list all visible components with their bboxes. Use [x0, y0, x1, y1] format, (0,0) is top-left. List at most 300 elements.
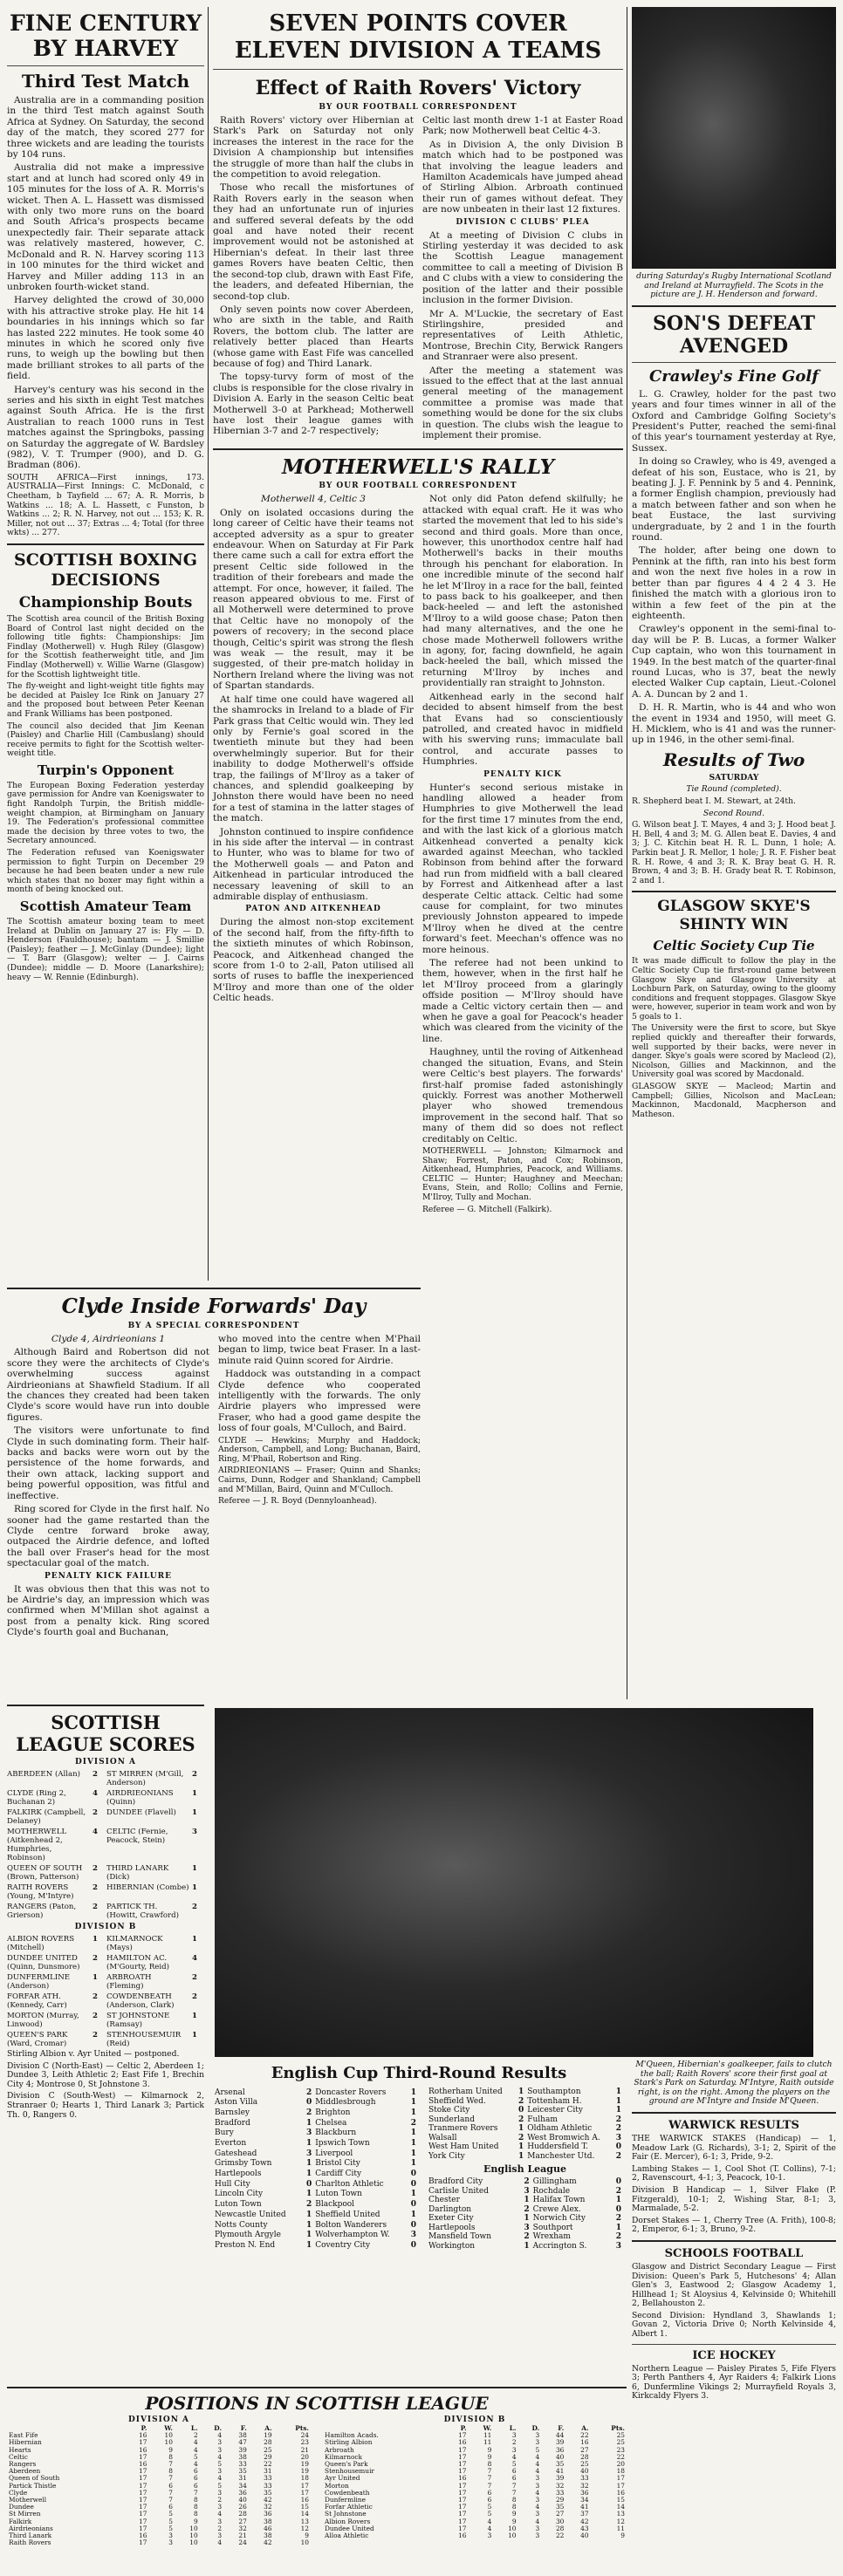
home-score: 4 [93, 1789, 98, 1798]
raith-hibernian-photo [215, 1708, 813, 2057]
stat: 4 [535, 2503, 540, 2511]
stat: 16 [300, 2496, 309, 2504]
stat: 2 [194, 2431, 198, 2440]
stat: 46 [264, 2524, 272, 2532]
home-score: 3 [524, 2223, 530, 2232]
score-row [7, 1935, 204, 1952]
away-score: 0 [410, 2169, 416, 2179]
stat: 36 [264, 2510, 272, 2518]
home-score: 2 [524, 2177, 530, 2186]
home-team: Aston Villa [215, 2098, 258, 2108]
stat: 17 [139, 2452, 147, 2461]
home-score: 2 [517, 2115, 524, 2124]
home-team: FORFAR ATH. (Kennedy, Carr) [7, 1992, 67, 2010]
away-score: 0 [615, 2204, 621, 2214]
home-score: 2 [305, 2108, 312, 2117]
home-score: 1 [305, 2118, 312, 2128]
col-head: D. [214, 2424, 223, 2432]
away-team: Southport [532, 2223, 573, 2232]
penalty-para: Hunter's second serious mistake in handling allowed a header from Humphries to give Motherwell the lead for the first time 17 minutes from the end, and with the last kick of a glorious match Aitkenhead converted a penalty kick awarded against Meechan, who tackled Robinson from behind after the forward had run from midfield with a ball cleared by Forrest and Aitkenhead after a last desperate Celtic attack. Celtic had some cause for complaint, for two minutes previously Johnston appeared to impede M'Ilroy when he dived at the centre forward's feet. Meechan's offence was no more heinous. [422, 782, 623, 955]
result-row [427, 2152, 623, 2162]
stat: 6 [511, 2474, 517, 2483]
english-cup-right [427, 2087, 623, 2251]
cclubs-para: At a meeting of Division C clubs in Stirling yesterday it was decided to ask the Scottish League management committee to call a meeting of Division B and C clubs with a view to considering the position of the latter and their possible inclusion in the former Division. [422, 229, 623, 306]
team-name: Clyde [9, 2488, 28, 2497]
column-left [7, 7, 204, 1315]
stat: 16 [458, 2438, 467, 2447]
away-team: Halifax Town [532, 2196, 586, 2204]
stat: 8 [194, 2496, 198, 2504]
away-team: Bristol City [315, 2159, 360, 2169]
stat: 33 [580, 2474, 589, 2483]
stat: 35 [555, 2460, 565, 2469]
result-row [427, 2242, 623, 2251]
result-row [427, 2124, 623, 2134]
clyde-byline: BY A SPECIAL CORRESPONDENT [127, 1322, 300, 1330]
home-team: Gateshead [215, 2149, 257, 2158]
home-score: 4 [93, 1828, 98, 1836]
home-score: 2 [305, 2200, 312, 2210]
away-score: 2 [615, 2232, 621, 2241]
home-team: Grimsby Town [215, 2159, 272, 2169]
stat: 10 [508, 2524, 517, 2532]
stat: 17 [300, 2481, 309, 2490]
results-line: G. Wilson beat J. T. Mayes, 4 and 3; J. Hood beat J. H. Bell, 4 and 3; M. G. Allen beat E. Davies, 4 and 3; J. C. Kitchin beat H. R. L. Dunn, 1 hole; A. Parkin beat J. R. Mellor, 1 hole; J. R. F. Fisher beat R. H. Rowe, 4 and 3; R. K. Bray beat G. H. R. Brown, 4 and 3; B. H. Grady beat R. T. Robinson, 2 and 1. [632, 820, 836, 885]
schools-line: Second Division: Hyndland 3, Shawlands 1; Govan 2, Victoria Drive 0; North Kelvinside 4, Albert 1. [632, 2310, 836, 2340]
turpin-subhead: Turpin's Opponent [37, 762, 175, 778]
away-score: 3 [615, 2241, 621, 2251]
home-team: Stoke City [428, 2106, 470, 2115]
stat: 3 [217, 2488, 223, 2497]
team-name: Rangers [9, 2460, 37, 2469]
column-right [632, 272, 836, 1703]
away-team: Rochdale [532, 2186, 571, 2196]
result-row [427, 2177, 623, 2187]
clyde-article [7, 1282, 421, 1692]
home-team: QUEEN'S PARK (Ward, Cromar) [7, 2031, 68, 2048]
home-score: 1 [305, 2190, 312, 2199]
home-team: Darlington [428, 2204, 472, 2214]
result-row [213, 2098, 418, 2108]
amateur-para: The Scottish amateur boxing team to meet Ireland at Dublin on January 27 is: Fly — D. Henderson (Fauldhouse); bantam — J. Smillie (Paisley); feather — J. McGinlay (Dundee); light — T. Barr (Glasgow); welter — J. Cairns (Dundee); middle — D. Moore (Lanarkshire); heavy — W. Rennie (Edinburgh). [7, 917, 204, 982]
stat: 14 [300, 2510, 309, 2518]
away-score: 1 [410, 2108, 416, 2117]
raith-photo-caption: M'Queen, Hibernian's goalkeeper, fails to clutch the ball; Raith Rovers' score their first goal at Stark's Park on Saturday. M'Intyre, Raith outside right, is on the right. Among the players on the ground are M'Intyre and Inside M'Queen. [634, 2060, 834, 2107]
raith-para: As in Division A, the only Division B match which had to be postponed was that involving the league leaders and Hamilton Academicals have jumped ahead of Stirling Albion. Arbroath continued their run of games without defeat. They are now unbeaten in their last 12 fixtures. [422, 139, 623, 215]
away-team: Tottenham H. [527, 2096, 582, 2106]
stat: 33 [264, 2481, 272, 2490]
stat: 17 [139, 2503, 147, 2511]
away-score: 0 [410, 2220, 416, 2230]
home-team: Everton [215, 2139, 247, 2149]
clyde-headline: Clyde Inside Forwards' Day [61, 1295, 367, 1318]
raith-col-b [422, 115, 623, 443]
away-team: Accrington S. [532, 2241, 587, 2251]
shinty-headline: GLASGOW SKYE'S SHINTY WIN [657, 898, 811, 934]
home-team: York City [428, 2151, 465, 2161]
col-head: W. [164, 2424, 173, 2432]
team-name: Third Lanark [9, 2532, 52, 2540]
result-row [427, 2087, 623, 2097]
away-team: Fulham [527, 2115, 558, 2124]
seven-points-headline: SEVEN POINTS COVER ELEVEN DIVISION A TEAMS [234, 10, 602, 64]
stat: 38 [264, 2517, 272, 2525]
home-score: 2 [93, 2031, 98, 2040]
stat: 9 [511, 2510, 517, 2518]
paton-para: During the almost non-stop excitement of the second half, from the fifty-fifth to the sixtieth minutes of which Robinson, Peacock, and Aitkenhead changed the score from 1-0 to 2-all, Paton utilised all sorts of ruses to baffle the inexperienced M'Ilroy and more than one of the older Celtic heads. [213, 917, 414, 1004]
col-head: P. [140, 2424, 147, 2432]
stat: 35 [238, 2467, 247, 2476]
stat: 6 [194, 2467, 198, 2476]
positions-division-a [7, 2415, 311, 2546]
home-team: MORTON (Murray, Linwood) [7, 2012, 79, 2029]
team-name: Kilmarnock [325, 2452, 363, 2461]
stat: 10 [508, 2532, 517, 2540]
team-name: Aberdeen [9, 2467, 41, 2476]
penalty-para: The referee had not been unkind to them, however, when in the first half he let M'Ilroy proceed from a glaringly offside position — M'Ilroy should have made a Celtic victory certain then — and when he gave a goal for Peacock's header which was cleared from the vicinity of the line. [422, 958, 623, 1044]
result-row [213, 2087, 418, 2098]
stat: 32 [555, 2481, 565, 2490]
result-row [427, 2205, 623, 2215]
away-score: 1 [410, 2098, 416, 2108]
stat: 18 [300, 2474, 309, 2483]
stat: 4 [194, 2438, 198, 2447]
stat: 5 [535, 2445, 540, 2454]
stat: 12 [616, 2517, 625, 2525]
score-row [7, 1828, 204, 1862]
home-score: 1 [305, 2240, 312, 2250]
stat: 30 [555, 2517, 565, 2525]
stat: 3 [217, 2503, 223, 2511]
away-score: 4 [192, 1954, 197, 1963]
stat: 4 [217, 2510, 223, 2518]
team-name: Airdrieonians [9, 2524, 53, 2532]
rugby-caption: during Saturday's Rugby International Scotland and Ireland at Murrayfield. The Scots in the picture are J. H. Henderson and forward. [636, 271, 832, 300]
away-team: ARBROATH (Fleming) [106, 1973, 152, 1991]
home-team: Hartlepools [428, 2223, 476, 2232]
stat: 17 [458, 2488, 467, 2497]
away-score: 1 [615, 2087, 621, 2096]
col-head: D. [531, 2424, 540, 2432]
home-score: 3 [305, 2128, 312, 2138]
stat: 36 [580, 2488, 589, 2497]
stat: 4 [535, 2517, 540, 2525]
english-league-results [427, 2177, 623, 2251]
stat: 28 [555, 2524, 565, 2532]
home-team: Mansfield Town [428, 2232, 492, 2241]
stat: 7 [168, 2488, 173, 2497]
home-score: 2 [524, 2232, 530, 2241]
shinty-para: The University were the first to score, but Skye replied quickly and thereafter their forwards, well supported by their backs, were never in danger. Skye's goals were scored by Macleod (2), Nicolson, Gillies and Mackinnon, and the University goal was scored by Macdonald. [632, 1023, 836, 1080]
stat: 4 [194, 2460, 198, 2469]
positions-a-label: DIVISION A [127, 2415, 190, 2424]
col-head: P. [460, 2424, 467, 2432]
stat: 10 [189, 2532, 198, 2540]
clyde-col-b [218, 1334, 421, 1641]
stat: 33 [264, 2474, 272, 2483]
century-para: Harvey's century was his second in the series and his sixth in eight Test matches against South Africa. He is the first Australian to reach 1000 runs in Test matches against the Springboks, passing on Saturday the aggregate of W. Bardsley (982), V. T. Trumper (900), and D. G. Bradman (806). [7, 384, 204, 471]
schools-headline: SCHOOLS FOOTBALL [664, 2246, 804, 2260]
home-score: 1 [524, 2196, 530, 2204]
away-score: 1 [410, 2210, 416, 2219]
stat: 3 [217, 2467, 223, 2476]
stat: 18 [616, 2467, 625, 2476]
away-team: Charlton Athletic [315, 2179, 384, 2189]
stat: 17 [458, 2445, 467, 2454]
mw-teams: MOTHERWELL — Johnston; Kilmarnock and Shaw; Forrest, Paton, and Cox; Robinson, Aitkenhead, Humphries, Peacock, and Williams. CELTIC — Hunter; Haughney and Meechan; Evans, Stein, and Rollo; Collins and Fernie, M'Ilroy, Tully and Mochan. [422, 1145, 623, 1202]
stat: 14 [616, 2503, 625, 2511]
rugby-photo [632, 7, 836, 269]
results-line: SATURDAY [709, 772, 759, 782]
stat: 4 [487, 2517, 492, 2525]
third-test-subhead: Third Test Match [21, 71, 190, 92]
stat: 10 [189, 2524, 198, 2532]
raith-para: Only seven points now cover Aberdeen, who are sixth in the table, and Raith Rovers, the bottom club. The latter are relatively better placed than Hearts (whose game with East Fife was cancelled because of fog) and Third Lanark. [213, 304, 414, 369]
stat: 3 [535, 2438, 540, 2447]
away-score: 1 [410, 2139, 416, 2149]
away-team: THIRD LANARK (Dick) [106, 1864, 169, 1882]
home-score: 1 [517, 2151, 524, 2161]
result-row [213, 2159, 418, 2169]
stat: 15 [300, 2503, 309, 2511]
team-name: East Fife [9, 2431, 38, 2440]
home-score: 2 [93, 1808, 98, 1817]
stat: 3 [217, 2532, 223, 2540]
result-row [213, 2179, 418, 2190]
team-name: Stenhousemuir [325, 2467, 374, 2476]
stat: 22 [555, 2532, 565, 2540]
raith-para: The topsy-turvy form of most of the clubs is responsible for the close rivalry in Division A. Early in the season Celtic beat Motherwell 3-0 at Parkhead; Motherwell have lost their league games with Hibernian 3-7 and 2-7 respectively; [213, 372, 414, 437]
crawley-para: The holder, after being one down to Pennink at the fifth, ran into his best form and won the next five holes in a row in better than par figures 4 4 2 4 3. He finished the match with a glorious iron to within a few feet of the pin at the eighteenth. [632, 545, 836, 621]
sons-defeat-headline: SON'S DEFEAT AVENGED [653, 311, 815, 358]
stat: 23 [616, 2445, 625, 2454]
team-name: Hibernian [9, 2438, 42, 2447]
raith-col-a [213, 115, 414, 443]
stat: 10 [164, 2431, 173, 2440]
stat: 42 [580, 2517, 589, 2525]
stat: 5 [511, 2460, 517, 2469]
away-team: Norwich City [532, 2214, 586, 2223]
home-score: 1 [93, 1935, 98, 1944]
scores-division-a [7, 1770, 204, 1920]
away-team: Leicester City [527, 2106, 583, 2115]
home-team: Notts County [215, 2220, 268, 2230]
stat: 6 [511, 2467, 517, 2476]
home-score: 1 [305, 2210, 312, 2219]
stat: 16 [139, 2445, 147, 2454]
home-score: 0 [305, 2098, 312, 2108]
stat: 7 [511, 2488, 517, 2497]
team-name: Celtic [9, 2452, 28, 2461]
warwick-line: Division B Handicap — 1, Silver Flake (P. Fitzgerald), 10-1; 2, Wishing Star, 8-1; 3, Marmalade, 5-2. [632, 2184, 836, 2214]
stat: 15 [616, 2496, 625, 2504]
stat: 40 [238, 2496, 247, 2504]
century-para: Harvey delighted the crowd of 30,000 with his attractive stroke play. He hit 14 boundaries in his innings which so far has lasted 222 minutes. He took some 40 minutes in which he scored only five runs, to weigh up the bowling but then made brilliant strokes to all parts of the field. [7, 295, 204, 382]
stat: 11 [616, 2524, 625, 2532]
results-line: Tie Round (completed). [686, 784, 782, 795]
away-team: Coventry City [315, 2240, 371, 2250]
result-row [213, 2190, 418, 2200]
col-head: L. [190, 2424, 198, 2432]
paton-subhead: PATON AND AITKENHEAD [245, 905, 381, 914]
stat: 16 [616, 2488, 625, 2497]
stat: 28 [264, 2438, 272, 2447]
stat: 17 [458, 2460, 467, 2469]
score-row [7, 2031, 204, 2048]
stat: 4 [535, 2452, 540, 2461]
home-score: 3 [305, 2149, 312, 2158]
away-score: 2 [192, 1903, 197, 1911]
away-score: 0 [410, 2240, 416, 2250]
result-row [427, 2224, 623, 2233]
home-score: 2 [93, 1954, 98, 1963]
stat: 3 [217, 2438, 223, 2447]
away-score: 1 [615, 2223, 621, 2232]
stat: 4 [511, 2452, 517, 2461]
results-line: R. Shepherd beat I. M. Stewart, at 24th. [632, 796, 796, 806]
byline: BY OUR FOOTBALL CORRESPONDENT [319, 103, 517, 112]
stat: 16 [458, 2474, 467, 2483]
home-score: 1 [305, 2231, 312, 2240]
clyde-penalty: It was obvious then that this was not to be Airdrie's day, an impression which was confirmed when M'Millan shot against a post from a penalty kick. Ring scored Clyde's fourth goal and Buchanan, [7, 1583, 209, 1638]
result-row [427, 2142, 623, 2152]
stat: 22 [580, 2431, 589, 2440]
clyde-col-a [7, 1334, 209, 1641]
away-team: Doncaster Rovers [315, 2087, 387, 2097]
team-name: Dundee United [325, 2524, 374, 2532]
stat: 5 [217, 2460, 223, 2469]
away-team: Bolton Wanderers [315, 2220, 387, 2230]
stat: 7 [487, 2481, 492, 2490]
stat: 17 [139, 2474, 147, 2483]
stat: 16 [139, 2431, 147, 2440]
stat: 9 [511, 2517, 517, 2525]
hockey-headline: ICE HOCKEY [692, 2348, 776, 2362]
stat: 3 [511, 2431, 517, 2440]
top-centre [213, 7, 623, 1214]
stat: 32 [238, 2524, 247, 2532]
home-score: 2 [517, 2096, 524, 2106]
warwick-line: THE WARWICK STAKES (Handicap) — 1, Meadow Lark (G. Richards), 3-1; 2, Spirit of the Fair (E. Mercer), 6-1; 3, Pride, 9-2. [632, 2133, 836, 2163]
stat: 13 [300, 2517, 309, 2525]
stat: 17 [139, 2510, 147, 2518]
stat: 7 [168, 2474, 173, 2483]
scores-note: Division C (South-West) — Kilmarnock 2, Stranraer 0; Hearts 1, Third Lanark 3; Partick Th. 0, Rangers 0. [7, 2091, 204, 2120]
away-team: Ipswich Town [315, 2139, 370, 2149]
right-lower [632, 2060, 836, 2566]
paton-para: Aitkenhead early in the second half decided to absent himself from the best that Evans had so conscientiously patrolled, and created havoc in midfield with his swerving runs; immaculate ball control, and accurate passes to Humphries. [422, 691, 623, 768]
score-row [7, 1770, 204, 1787]
away-team: ST MIRREN (M'Gill, Anderson) [106, 1770, 184, 1787]
home-score: 1 [93, 1973, 98, 1982]
english-cup-results-a [213, 2087, 418, 2251]
stat: 3 [217, 2445, 223, 2454]
result-row [427, 2134, 623, 2143]
crawley-para: Crawley's opponent in the semi-final to-day will be P. B. Lucas, a former Walker Cup captain, who won this tournament in 1949. In the best match of the quarter-final round Lucas, who is 37, beat the newly elected Walker Cup captain, Lieut.-Colonel A. A. Duncan by 2 and 1. [632, 624, 836, 700]
team-name: Stirling Albion [325, 2438, 373, 2447]
result-row [427, 2232, 623, 2242]
clyde-penalty-head: PENALTY KICK FAILURE [45, 1571, 172, 1581]
stat: 4 [535, 2467, 540, 2476]
away-score: 2 [192, 1992, 197, 2001]
col-head: A. [581, 2424, 589, 2432]
stat: 16 [580, 2438, 589, 2447]
stat: 17 [139, 2467, 147, 2476]
home-score: 2 [517, 2133, 524, 2142]
boxing-headline: SCOTTISH BOXING DECISIONS [13, 550, 198, 590]
stat: 2 [217, 2496, 223, 2504]
stat: 20 [300, 2452, 309, 2461]
stat: 3 [535, 2524, 540, 2532]
century-para: Australia did not make a impressive start and at lunch had scored only 49 in 105 minutes for the loss of A. R. Morris's wicket. Then A. L. Hassett was dismissed with only two more runs on the board and South Africa's prospects became unexpectedly fair. Their separate attack was relatively mastered, however, C. McDonald and R. N. Harvey scoring 113 in 100 minutes for the third wicket and Harvey and Miller adding 113 in an unbroken fourth-wicket stand. [7, 162, 204, 292]
home-score: 2 [93, 1864, 98, 1873]
score-row [7, 1903, 204, 1920]
stat: 17 [458, 2517, 467, 2525]
away-score: 1 [192, 2031, 197, 2040]
team-name: St Mirren [9, 2510, 41, 2518]
penalty-subhead: PENALTY KICK [483, 769, 562, 779]
away-score: 0 [410, 2200, 416, 2210]
stat: 17 [458, 2452, 467, 2461]
mw-col-b [422, 494, 623, 1217]
col-head: F. [240, 2424, 247, 2432]
stat: 9 [487, 2452, 492, 2461]
score-row [7, 1954, 204, 1971]
stat: 8 [168, 2467, 173, 2476]
away-team: Crewe Alex. [532, 2204, 581, 2214]
home-score: 1 [517, 2124, 524, 2133]
stat: 4 [194, 2445, 198, 2454]
english-cup [213, 2062, 625, 2298]
home-team: FALKIRK (Campbell, Delaney) [7, 1808, 86, 1826]
col-head: Pts. [295, 2424, 309, 2432]
boxing-para: The Scottish area council of the British Boxing Board of Control last night decided on the following title fights: Championships: Jim Findlay (Motherwell) v. Hugh Riley (Glasgow) for the Scottish featherweight title, and Jim Findlay (Motherwell) v. Willie Warne (Glasgow) for the Scottish lightweight title. [7, 613, 204, 680]
away-team: Wrexham [532, 2232, 571, 2241]
away-team: Southampton [527, 2087, 581, 2096]
stat: 24 [238, 2538, 247, 2547]
crawley-para: L. G. Crawley, holder for the past two years and four times winner in all of the Oxford and Cambridge Golfing Society's President's Putter, reached the semi-final of this year's tournament yesterday at Rye, Sussex. [632, 388, 836, 454]
stat: 2 [217, 2524, 223, 2532]
scores-note: Stirling Albion v. Ayr United — postponed. [7, 2049, 180, 2059]
stat: 11 [483, 2431, 492, 2440]
stat: 6 [487, 2496, 492, 2504]
stat: 5 [487, 2510, 492, 2518]
shinty-subhead: Celtic Society Cup Tie [653, 938, 815, 954]
home-team: MOTHERWELL (Aitkenhead 2, Humphries, Robinson) [7, 1828, 67, 1862]
away-score: 1 [192, 1808, 197, 1817]
stat: 3 [217, 2517, 223, 2525]
stat: 43 [580, 2524, 589, 2532]
raith-subhead: Effect of Raith Rovers' Victory [255, 77, 581, 99]
stat: 37 [580, 2510, 589, 2518]
stat: 6 [168, 2481, 173, 2490]
away-score: 0 [615, 2177, 621, 2186]
team-name: Cowdenbeath [325, 2488, 370, 2497]
stat: 5 [168, 2517, 173, 2525]
stat: 17 [616, 2474, 625, 2483]
stat: 9 [487, 2445, 492, 2454]
stat: 16 [139, 2460, 147, 2469]
stat: 4 [217, 2474, 223, 2483]
stat: 3 [511, 2445, 517, 2454]
mw-byline: BY OUR FOOTBALL CORRESPONDENT [319, 482, 517, 491]
stat: 4 [535, 2460, 540, 2469]
clyde-team: CLYDE — Hewkins; Murphy and Haddock; Anderson, Campbell, and Long; Buchanan, Baird, Ring, M'Phail, Robertson and Ring. [218, 1435, 421, 1464]
away-team: ST JOHNSTONE (Ramsay) [106, 2012, 170, 2029]
stat: 38 [238, 2452, 247, 2461]
stat: 16 [139, 2532, 147, 2540]
result-row [213, 2200, 418, 2210]
